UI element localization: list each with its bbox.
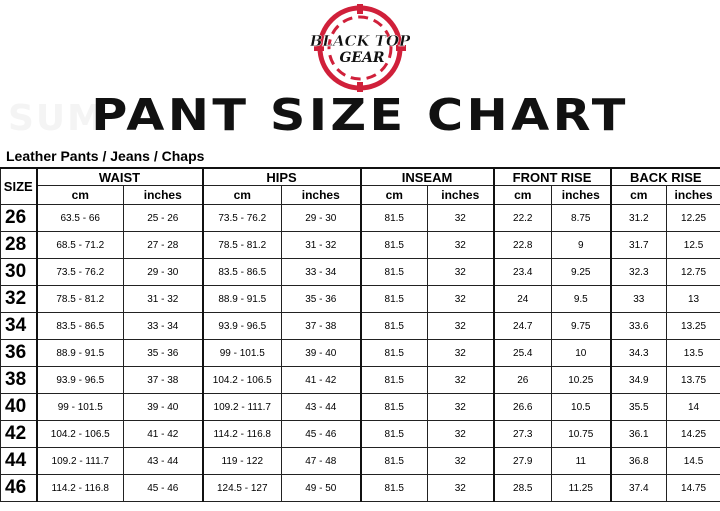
measurement-cell: 31.2 (611, 205, 667, 232)
size-cell: 28 (1, 232, 37, 259)
measurement-cell: 32 (428, 259, 494, 286)
measurement-cell: 109.2 - 111.7 (37, 448, 124, 475)
logo-line-2: GEAR (339, 50, 385, 66)
measurement-cell: 33.6 (611, 313, 667, 340)
measurement-cell: 23.4 (494, 259, 552, 286)
measurement-cell: 10 (552, 340, 611, 367)
measurement-cell: 14.5 (667, 448, 720, 475)
table-row (1, 205, 720, 232)
table-row (1, 367, 720, 394)
measurement-cell: 29 - 30 (124, 259, 203, 286)
measurement-cell: 93.9 - 96.5 (37, 367, 124, 394)
measurement-cell: 43 - 44 (282, 394, 361, 421)
measurement-cell: 8.75 (552, 205, 611, 232)
watermark-text: SUM (8, 98, 105, 139)
unit-header: cm (203, 186, 282, 205)
measurement-cell: 63.5 - 66 (37, 205, 124, 232)
measurement-cell: 33 - 34 (282, 259, 361, 286)
measurement-cell: 43 - 44 (124, 448, 203, 475)
measurement-cell: 22.2 (494, 205, 552, 232)
measurement-cell: 9 (552, 232, 611, 259)
measurement-cell: 10.75 (552, 421, 611, 448)
measurement-cell: 32 (428, 448, 494, 475)
measurement-cell: 41 - 42 (282, 367, 361, 394)
measurement-cell: 88.9 - 91.5 (37, 340, 124, 367)
measurement-cell: 26.6 (494, 394, 552, 421)
measurement-cell: 88.9 - 91.5 (203, 286, 282, 313)
measurement-cell: 32 (428, 232, 494, 259)
measurement-cell: 31.7 (611, 232, 667, 259)
measurement-cell: 33 (611, 286, 667, 313)
measurement-cell: 9.25 (552, 259, 611, 286)
measurement-cell: 13.75 (667, 367, 720, 394)
unit-header: inches (552, 186, 611, 205)
group-header-waist: WAIST (37, 168, 203, 186)
measurement-cell: 81.5 (361, 313, 428, 340)
unit-header: inches (428, 186, 494, 205)
size-cell: 42 (1, 421, 37, 448)
measurement-cell: 37 - 38 (282, 313, 361, 340)
measurement-cell: 24 (494, 286, 552, 313)
measurement-cell: 78.5 - 81.2 (203, 232, 282, 259)
measurement-cell: 99 - 101.5 (37, 394, 124, 421)
group-header-hips: HIPS (203, 168, 361, 186)
measurement-cell: 81.5 (361, 394, 428, 421)
size-cell: 44 (1, 448, 37, 475)
measurement-cell: 12.75 (667, 259, 720, 286)
measurement-cell: 9.5 (552, 286, 611, 313)
measurement-cell: 81.5 (361, 475, 428, 502)
group-header-front-rise: FRONT RISE (494, 168, 611, 186)
measurement-cell: 14.75 (667, 475, 720, 502)
size-cell: 36 (1, 340, 37, 367)
table-row (1, 286, 720, 313)
measurement-cell: 12.25 (667, 205, 720, 232)
measurement-cell: 47 - 48 (282, 448, 361, 475)
table-row (1, 421, 720, 448)
measurement-cell: 13 (667, 286, 720, 313)
measurement-cell: 13.25 (667, 313, 720, 340)
measurement-cell: 36.1 (611, 421, 667, 448)
measurement-cell: 73.5 - 76.2 (37, 259, 124, 286)
unit-header: inches (667, 186, 720, 205)
measurement-cell: 31 - 32 (124, 286, 203, 313)
measurement-cell: 81.5 (361, 448, 428, 475)
measurement-cell: 99 - 101.5 (203, 340, 282, 367)
measurement-cell: 119 - 122 (203, 448, 282, 475)
brand-logo (310, 2, 410, 94)
size-cell: 34 (1, 313, 37, 340)
measurement-cell: 32 (428, 340, 494, 367)
measurement-cell: 32 (428, 421, 494, 448)
measurement-cell: 109.2 - 111.7 (203, 394, 282, 421)
unit-header: inches (124, 186, 203, 205)
unit-header: cm (361, 186, 428, 205)
measurement-cell: 81.5 (361, 367, 428, 394)
measurement-cell: 81.5 (361, 259, 428, 286)
measurement-cell: 81.5 (361, 205, 428, 232)
measurement-cell: 29 - 30 (282, 205, 361, 232)
measurement-cell: 26 (494, 367, 552, 394)
measurement-cell: 32 (428, 313, 494, 340)
measurement-cell: 27.3 (494, 421, 552, 448)
measurement-cell: 37.4 (611, 475, 667, 502)
unit-header: cm (611, 186, 667, 205)
measurement-cell: 25.4 (494, 340, 552, 367)
size-cell: 30 (1, 259, 37, 286)
measurement-cell: 11 (552, 448, 611, 475)
measurement-cell: 83.5 - 86.5 (37, 313, 124, 340)
measurement-cell: 35 - 36 (124, 340, 203, 367)
measurement-cell: 35 - 36 (282, 286, 361, 313)
measurement-cell: 24.7 (494, 313, 552, 340)
measurement-cell: 68.5 - 71.2 (37, 232, 124, 259)
chart-subtitle: Leather Pants / Jeans / Chaps (6, 148, 205, 164)
measurement-cell: 41 - 42 (124, 421, 203, 448)
table-row (1, 394, 720, 421)
measurement-cell: 104.2 - 106.5 (37, 421, 124, 448)
measurement-cell: 14.25 (667, 421, 720, 448)
measurement-cell: 14 (667, 394, 720, 421)
logo-line-1: BLACK TOP (310, 32, 410, 50)
measurement-cell: 49 - 50 (282, 475, 361, 502)
measurement-cell: 13.5 (667, 340, 720, 367)
measurement-cell: 32 (428, 475, 494, 502)
group-header-back-rise: BACK RISE (611, 168, 720, 186)
size-chart-table (0, 167, 720, 502)
table-row (1, 340, 720, 367)
size-cell: 26 (1, 205, 37, 232)
measurement-cell: 78.5 - 81.2 (37, 286, 124, 313)
measurement-cell: 124.5 - 127 (203, 475, 282, 502)
measurement-cell: 11.25 (552, 475, 611, 502)
table-row (1, 313, 720, 340)
measurement-cell: 22.8 (494, 232, 552, 259)
size-cell: 40 (1, 394, 37, 421)
measurement-cell: 27.9 (494, 448, 552, 475)
measurement-cell: 39 - 40 (124, 394, 203, 421)
measurement-cell: 73.5 - 76.2 (203, 205, 282, 232)
table-row (1, 259, 720, 286)
unit-header: inches (282, 186, 361, 205)
group-header-inseam: INSEAM (361, 168, 494, 186)
size-cell: 32 (1, 286, 37, 313)
unit-header: cm (37, 186, 124, 205)
measurement-cell: 36.8 (611, 448, 667, 475)
measurement-cell: 25 - 26 (124, 205, 203, 232)
size-cell: 46 (1, 475, 37, 502)
measurement-cell: 32 (428, 286, 494, 313)
measurement-cell: 32.3 (611, 259, 667, 286)
measurement-cell: 35.5 (611, 394, 667, 421)
measurement-cell: 27 - 28 (124, 232, 203, 259)
measurement-cell: 104.2 - 106.5 (203, 367, 282, 394)
measurement-cell: 34.3 (611, 340, 667, 367)
measurement-cell: 10.25 (552, 367, 611, 394)
size-cell: 38 (1, 367, 37, 394)
table-row (1, 448, 720, 475)
measurement-cell: 81.5 (361, 232, 428, 259)
measurement-cell: 93.9 - 96.5 (203, 313, 282, 340)
measurement-cell: 31 - 32 (282, 232, 361, 259)
measurement-cell: 81.5 (361, 340, 428, 367)
measurement-cell: 39 - 40 (282, 340, 361, 367)
measurement-cell: 10.5 (552, 394, 611, 421)
measurement-cell: 9.75 (552, 313, 611, 340)
measurement-cell: 45 - 46 (124, 475, 203, 502)
measurement-cell: 34.9 (611, 367, 667, 394)
measurement-cell: 45 - 46 (282, 421, 361, 448)
page-title: PANT SIZE CHART (91, 90, 629, 141)
table-row (1, 232, 720, 259)
measurement-cell: 33 - 34 (124, 313, 203, 340)
measurement-cell: 37 - 38 (124, 367, 203, 394)
measurement-cell: 81.5 (361, 286, 428, 313)
measurement-cell: 12.5 (667, 232, 720, 259)
measurement-cell: 32 (428, 205, 494, 232)
measurement-cell: 81.5 (361, 421, 428, 448)
measurement-cell: 28.5 (494, 475, 552, 502)
measurement-cell: 32 (428, 394, 494, 421)
measurement-cell: 32 (428, 367, 494, 394)
size-column-header: SIZE (1, 168, 37, 205)
measurement-cell: 114.2 - 116.8 (203, 421, 282, 448)
measurement-cell: 114.2 - 116.8 (37, 475, 124, 502)
unit-header: cm (494, 186, 552, 205)
table-row (1, 475, 720, 502)
measurement-cell: 83.5 - 86.5 (203, 259, 282, 286)
